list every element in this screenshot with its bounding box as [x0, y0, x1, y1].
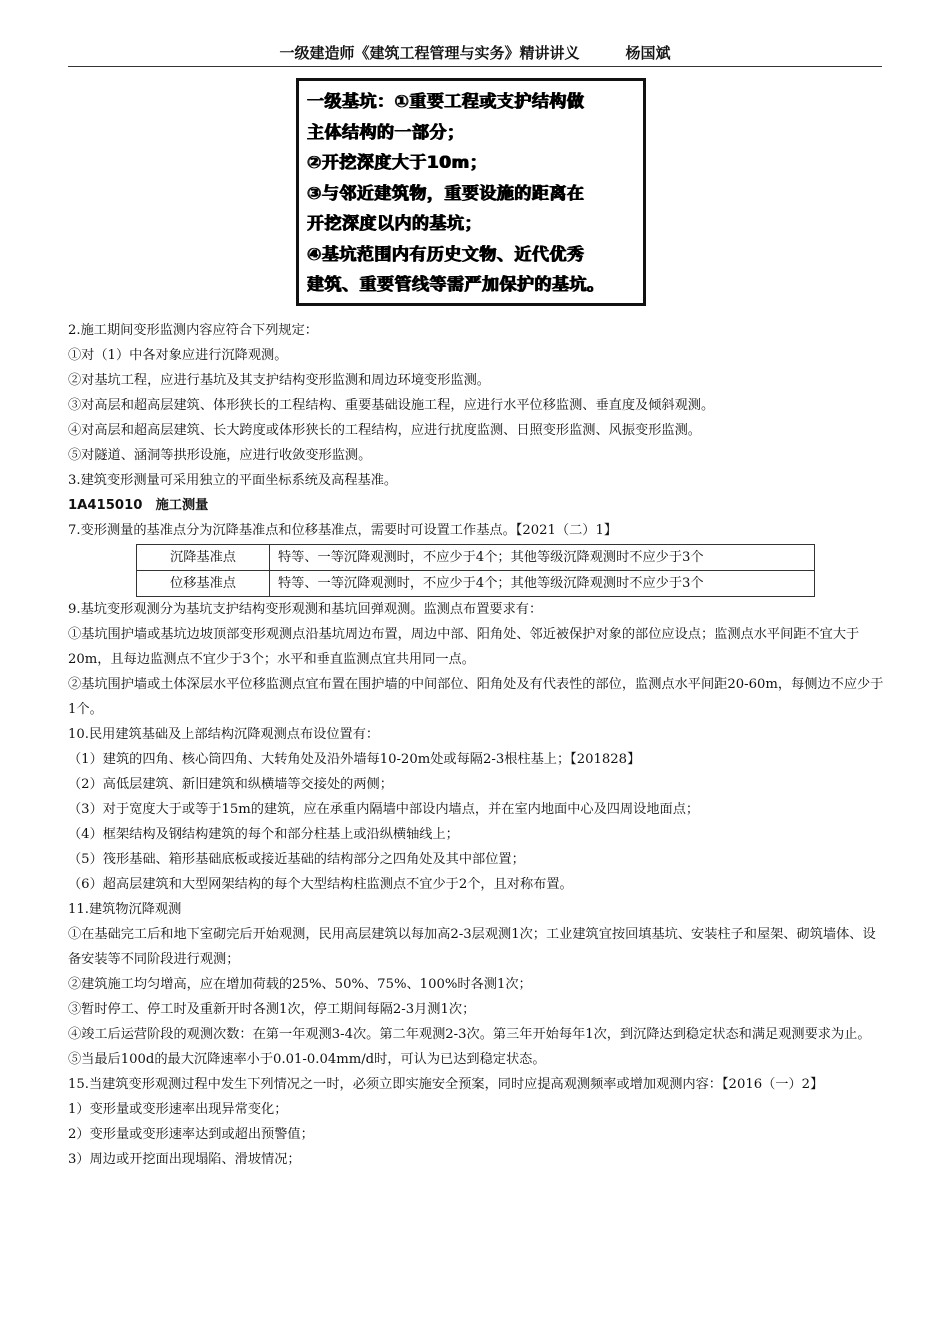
- paragraph: 1）变形量或变形速率出现异常变化；: [68, 1102, 288, 1117]
- boxed-note-line: 开挖深度以内的基坑；: [307, 214, 482, 234]
- boxed-note: [296, 78, 646, 306]
- paragraph: ⑤当最后100d的最大沉降速率小于0.01-0.04mm/d时，可认为已达到稳定状态。: [68, 1052, 546, 1067]
- paragraph: ①基坑围护墙或基坑边坡顶部变形观测点沿基坑周边布置，周边中部、阳角处、邻近被保护对象的部位应设点；监测点水平间距不宜大于20m，且每边监测点不宜少于3个；水平和垂直监测点宜共用同一点。: [68, 627, 860, 667]
- paragraph: ③暂时停工、停工时及重新开时各测1次，停工期间每隔2-3月测1次；: [68, 1002, 476, 1017]
- paragraph: ③对高层和超高层建筑、体形狭长的工程结构、重要基础设施工程，应进行水平位移监测、垂直度及倾斜观测。: [68, 398, 715, 413]
- boxed-note-line: 一级基坑：①重要工程或支护结构做: [307, 92, 585, 112]
- table-cell-name: 位移基准点: [137, 571, 270, 597]
- paragraph: 2.施工期间变形监测内容应符合下列规定：: [68, 323, 318, 338]
- boxed-note-line: ②开挖深度大于10m；: [307, 153, 488, 173]
- table-cell-desc: 特等、一等沉降观测时，不应少于4个；其他等级沉降观测时不应少于3个: [270, 545, 815, 571]
- boxed-note-line: ③与邻近建筑物，重要设施的距离在: [307, 183, 585, 204]
- paragraph: （5）筏形基础、箱形基础底板或接近基础的结构部分之四角处及其中部位置；: [68, 852, 525, 867]
- paragraph: 7.变形测量的基准点分为沉降基准点和位移基准点，需要时可设置工作基点。【2021（二）1】: [68, 523, 618, 538]
- paragraph: （6）超高层建筑和大型网架结构的每个大型结构柱监测点不宜少于2个，且对称布置。: [68, 877, 573, 892]
- boxed-note-line: 建筑、重要管线等需严加保护的基坑。: [307, 275, 605, 295]
- paragraph: （4）框架结构及钢结构建筑的每个和部分柱基上或沿纵横轴线上；: [68, 827, 459, 842]
- paragraph: ④竣工后运营阶段的观测次数：在第一年观测3-4次。第二年观测2-3次。第三年开始每年1次，到沉降达到稳定状态和满足观测要求为止。: [68, 1027, 871, 1042]
- header-title: 一级建造师《建筑工程管理与实务》精讲讲义: [279, 44, 580, 62]
- benchmark-table: [136, 544, 815, 597]
- paragraph: ①对（1）中各对象应进行沉降观测。: [68, 348, 288, 363]
- paragraph: ②基坑围护墙或土体深层水平位移监测点宜布置在围护墙的中间部位、阳角处及有代表性的部位，监测点水平间距20-60m，每侧边不应少于1个。: [68, 677, 884, 717]
- table-row: [137, 571, 815, 597]
- paragraph: ④对高层和超高层建筑、长大跨度或体形狭长的工程结构，应进行扰度监测、日照变形监测、风振变形监测。: [68, 423, 701, 438]
- paragraph: ②对基坑工程，应进行基坑及其支护结构变形监测和周边环境变形监测。: [68, 373, 490, 388]
- boxed-note-line: 主体结构的一部分；: [307, 122, 465, 143]
- section-heading: 1A415010 施工测量: [68, 498, 209, 513]
- paragraph: 2）变形量或变形速率达到或超出预警值；: [68, 1127, 314, 1142]
- paragraph: ②建筑施工均匀增高，应在增加荷载的25%、50%、75%、100%时各测1次；: [68, 977, 532, 992]
- table-cell-name: 沉降基准点: [137, 545, 270, 571]
- paragraph: ①在基础完工后和地下室砌完后开始观测，民用高层建筑以每加高2-3层观测1次；工业建筑宜按回填基坑、安装柱子和屋架、砌筑墙体、设备安装等不同阶段进行观测；: [68, 927, 876, 967]
- paragraph: 11.建筑物沉降观测: [68, 902, 182, 917]
- header-author: 杨国斌: [625, 44, 671, 62]
- paragraph: 3）周边或开挖面出现塌陷、滑坡情况；: [68, 1152, 301, 1167]
- table-cell-desc: 特等、一等沉降观测时，不应少于4个；其他等级沉降观测时不应少于3个: [270, 571, 815, 597]
- paragraph: 3.建筑变形测量可采用独立的平面坐标系统及高程基准。: [68, 473, 398, 488]
- table-row: [137, 545, 815, 571]
- paragraph: 9.基坑变形观测分为基坑支护结构变形观测和基坑回弹观测。监测点布置要求有：: [68, 602, 543, 617]
- paragraph: （2）高低层建筑、新旧建筑和纵横墙等交接处的两侧；: [68, 777, 393, 792]
- paragraph: 10.民用建筑基础及上部结构沉降观测点布设位置有：: [68, 727, 380, 742]
- page-header: [68, 40, 882, 67]
- paragraph: 15.当建筑变形观测过程中发生下列情况之一时，必须立即实施安全预案，同时应提高观测频率或增加观测内容：【2016（一）2】: [68, 1077, 824, 1092]
- paragraph: （1）建筑的四角、核心筒四角、大转角处及沿外墙每10-20m处或每隔2-3根柱基上；【201828】: [68, 752, 641, 767]
- document-body: [68, 318, 884, 1172]
- boxed-note-line: ④基坑范围内有历史文物、近代优秀: [307, 244, 585, 265]
- paragraph: （3）对于宽度大于或等于15m的建筑，应在承重内隔墙中部设内墙点，并在室内地面中心及四周设地面点；: [68, 802, 700, 817]
- paragraph: ⑤对隧道、涵洞等拱形设施，应进行收敛变形监测。: [68, 448, 372, 463]
